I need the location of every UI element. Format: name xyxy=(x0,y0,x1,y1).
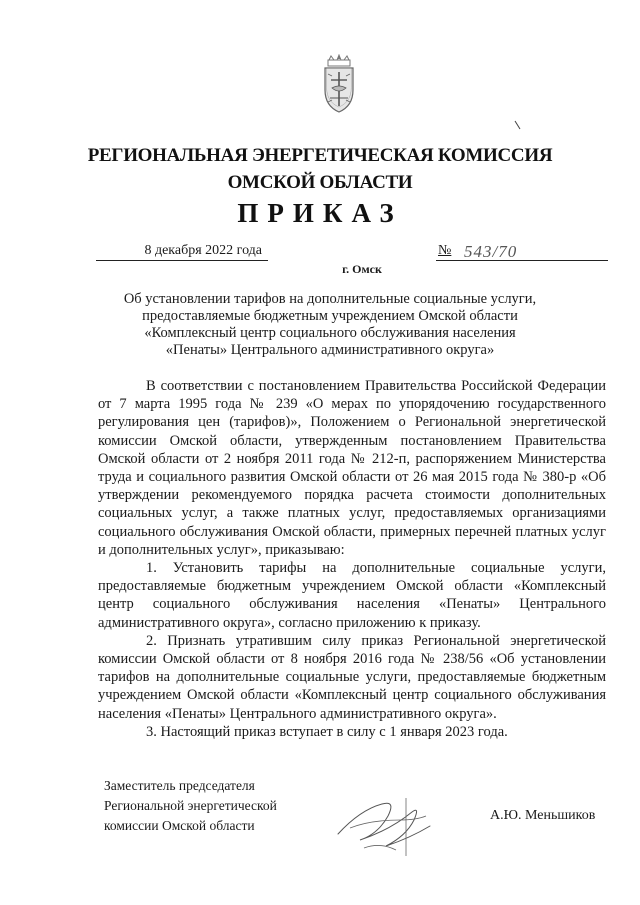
document-type-title: ПРИКАЗ xyxy=(237,198,403,228)
clause-2-paragraph: 2. Признать утратившим силу приказ Региональной энергетической комиссии Омской области от 8 ноября 2016 года № 238/56 «Об установлении тарифов на дополнительные социальные услуги, предоставляемые бюджетным учреждением Омской области «Комплексный центр социального обслуживания населения «Пенаты» Центрального административного округа». xyxy=(98,632,606,722)
org-line-1: РЕГИОНАЛЬНАЯ ЭНЕРГЕТИЧЕСКАЯ КОМИССИЯ xyxy=(87,145,553,166)
subject-line: «Комплексный центр социального обслуживания населения xyxy=(144,325,516,341)
number-field xyxy=(436,242,608,261)
signer-role-line: комиссии Омской области xyxy=(104,818,255,833)
city-name: г. Омск xyxy=(342,262,382,276)
signer-position xyxy=(104,776,277,836)
signer-name: А.Ю. Меньшиков xyxy=(490,808,596,823)
document-number: 543/70 xyxy=(464,242,518,261)
handwritten-signature xyxy=(330,790,440,860)
city-line xyxy=(0,262,640,277)
subject-line: Об установлении тарифов на дополнительные социальные услуги, xyxy=(123,291,537,307)
document-body xyxy=(98,377,606,741)
preamble-paragraph: В соответствии с постановлением Правительства Российской Федерации от 7 марта 1995 года № 239 «О мерах по упорядочению государственного регулирования цен (тарифов)», Положением о Региональной энергетической комиссии Омской области, утвержденным постановлением Правительства Омской области от 2 ноября 2011 года № 212-п, распоряжением Министерства труда и социального развития Омской области от 26 мая 2015 года № 380-р «Об утверждении рекомендуемого порядка расчета стоимости дополнительных социальных услуг, а также платных услуг, предоставляемых организациями социального обслуживания Омской области, примерных перечней платных услуг и дополнительных услуг», приказываю: xyxy=(98,378,606,558)
document-date: 8 декабря 2022 года xyxy=(144,243,262,258)
omsk-coat-of-arms-icon xyxy=(322,54,356,114)
pen-mark-icon xyxy=(514,120,522,130)
clause-1-paragraph: 1. Установить тарифы на дополнительные социальные услуги, предоставляемые бюджетным учреждением Омской области «Комплексный центр социального обслуживания населения «Пенаты» Центрального административного округа», согласно приложению к приказу. xyxy=(98,560,606,631)
subject-line: предоставляемые бюджетным учреждением Омской области xyxy=(142,308,518,324)
document-subject xyxy=(100,291,560,359)
subject-line: «Пенаты» Центрального административного округа» xyxy=(165,342,495,358)
number-label: № xyxy=(438,243,452,258)
organization-name xyxy=(60,142,580,196)
signer-role-line: Заместитель председателя xyxy=(104,778,255,793)
signer-role-line: Региональной энергетической xyxy=(104,798,277,813)
clause-3-paragraph: 3. Настоящий приказ вступает в силу с 1 января 2023 года. xyxy=(146,723,508,740)
date-field xyxy=(96,242,268,261)
org-line-2: ОМСКОЙ ОБЛАСТИ xyxy=(227,172,413,193)
